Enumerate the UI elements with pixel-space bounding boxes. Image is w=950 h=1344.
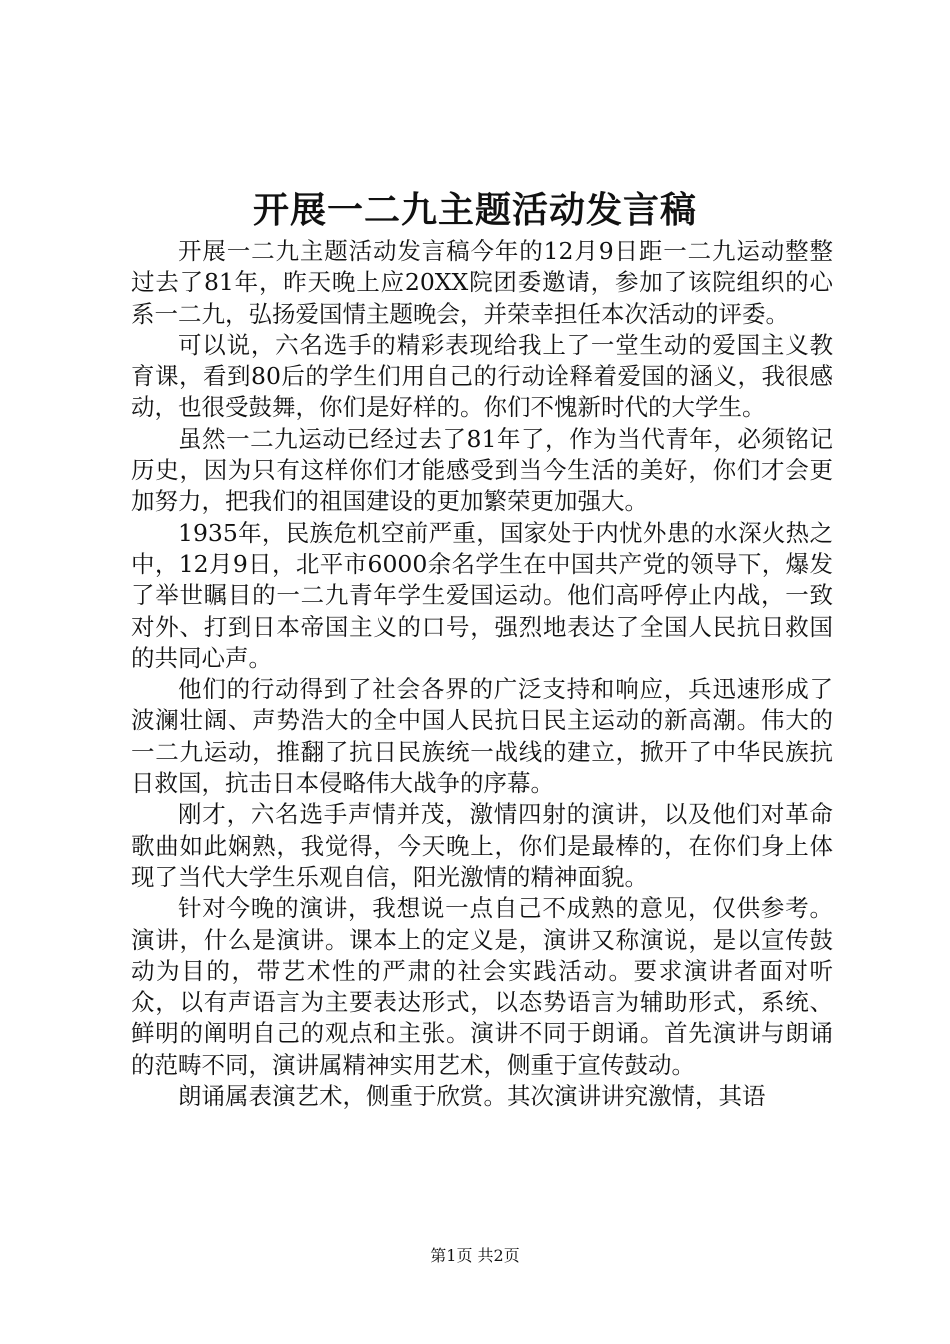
paragraph: 针对今晚的演讲，我想说一点自己不成熟的意见，仅供参考。演讲，什么是演讲。课本上的定义是，演讲又称演说，是以宣传鼓动为目的，带艺术性的严肃的社会实践活动。要求演讲者面对听众，以有声语言为主要表达形式，以态势语言为辅助形式，系统、鲜明的阐明自己的观点和主张。演讲不同于朗诵。首先演讲与朗诵的范畴不同，演讲属精神实用艺术，侧重于宣传鼓动。 xyxy=(131,894,833,1079)
paragraph: 刚才，六名选手声情并茂，激情四射的演讲，以及他们对革命歌曲如此娴熟，我觉得，今天晚上，你们是最棒的，在你们身上体现了当代大学生乐观自信，阳光激情的精神面貌。 xyxy=(131,800,833,891)
document-title: 开展一二九主题活动发言稿 xyxy=(252,189,697,231)
document-body xyxy=(131,236,833,1112)
paragraph: 朗诵属表演艺术，侧重于欣赏。其次演讲讲究激情，其语 xyxy=(178,1082,766,1111)
paragraph: 虽然一二九运动已经过去了81年了，作为当代青年，必须铭记历史，因为只有这样你们才能感受到当今生活的美好，你们才会更加努力，把我们的祖国建设的更加繁荣更加强大。 xyxy=(131,424,833,516)
paragraph: 开展一二九主题活动发言稿今年的12月9日距一二九运动整整过去了81年，昨天晚上应20XX院团委邀请，参加了该院组织的心系一二九，弘扬爱国情主题晚会，并荣幸担任本次活动的评委。 xyxy=(131,237,833,328)
paragraph: 他们的行动得到了社会各界的广泛支持和响应，兵迅速形成了波澜壮阔、声势浩大的全中国人民抗日民主运动的新高潮。伟大的一二九运动，推翻了抗日民族统一战线的建立，掀开了中华民族抗日救国，抗击日本侵略伟大战争的序幕。 xyxy=(131,675,833,798)
paragraph: 可以说，六名选手的精彩表现给我上了一堂生动的爱国主义教育课，看到80后的学生们用自己的行动诠释着爱国的涵义，我很感动，也很受鼓舞，你们是好样的。你们不愧新时代的大学生。 xyxy=(131,330,833,422)
paragraph: 1935年，民族危机空前严重，国家处于内忧外患的水深火热之中，12月9日，北平市6000余名学生在中国共产党的领导下，爆发了举世瞩目的一二九青年学生爱国运动。他们高呼停止内战，一致对外、打到日本帝国主义的口号，强烈地表达了全国人民抗日救国的共同心声。 xyxy=(131,518,833,672)
page-number: 第1页 共2页 xyxy=(430,1246,520,1265)
